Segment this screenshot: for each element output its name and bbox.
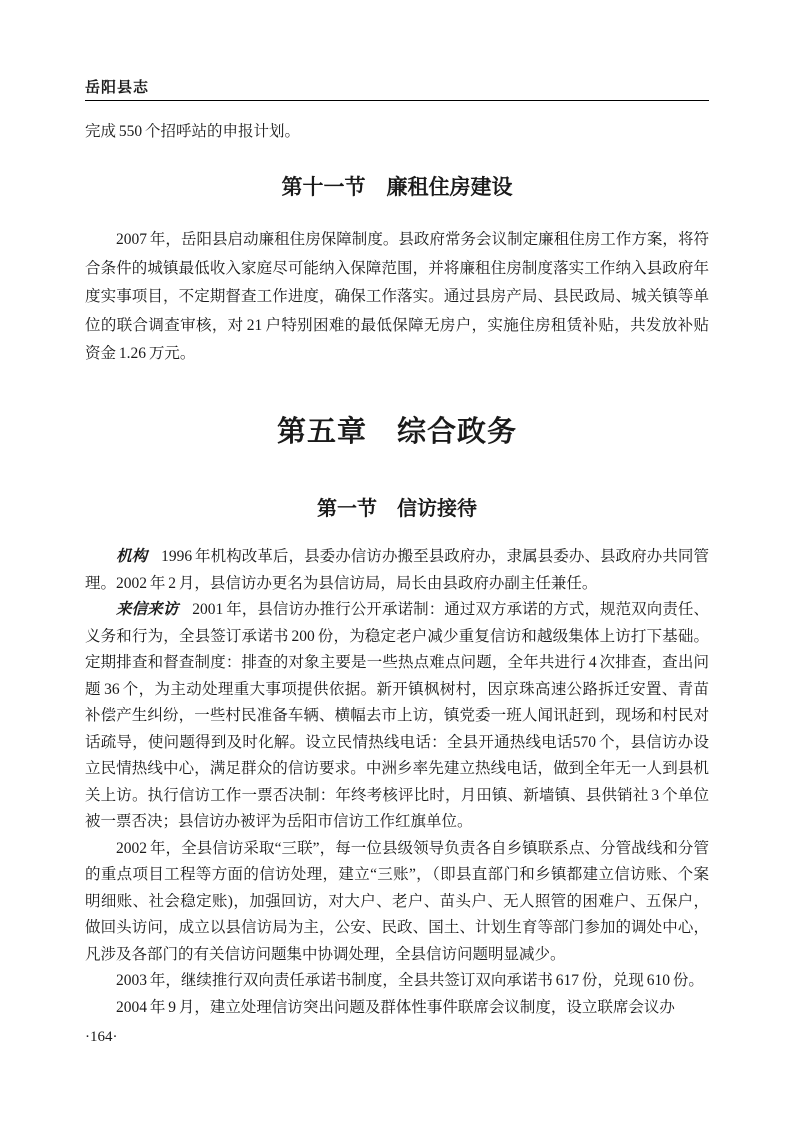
paragraph-text: 2004 年 9 月，建立处理信访突出问题及群体性事件联席会议制度，设立联席会议办 <box>116 998 675 1016</box>
section-11-title: 第十一节 廉租住房建设 <box>281 176 513 199</box>
header-rule <box>85 100 709 101</box>
running-header <box>85 76 709 97</box>
run-in-heading-organization: 机构 <box>116 548 148 565</box>
carryover-paragraph: 完成 550 个招呼站的申报计划。 <box>85 123 301 140</box>
run-in-heading-letters-visits: 来信来访 <box>116 601 179 618</box>
section-1-title: 第一节 信访接待 <box>317 498 477 520</box>
chapter-5-title: 第五章 综合政务 <box>276 416 517 448</box>
page-number: ·164· <box>85 1029 118 1045</box>
section-1-body <box>85 544 709 1021</box>
paragraph-2002 <box>85 836 709 969</box>
paragraph-2003 <box>85 968 709 995</box>
paragraph-letters-visits <box>85 597 709 836</box>
paragraph-organization <box>85 544 709 597</box>
section-11-paragraph: 2007 年，岳阳县启动廉租住房保障制度。县政府常务会议制定廉租住房工作方案，将符合条件的城镇最低收入家庭尽可能纳入保障范围，并将廉租住房制度落实工作纳入县政府年度实事项目，不定期督查工作进度，确保工作落实。通过县房产局、县民政局、城关镇等单位的联合调查审核，对 21 户特别困难的最低保障无房户，实施住房租赁补贴，共发放补贴资金 1.26 万元。 <box>85 231 709 362</box>
paragraph-2004 <box>85 995 709 1022</box>
paragraph-text: 1996 年机构改革后，县委办信访办搬至县政府办，隶属县委办、县政府办共同管理。2002 年 2 月，县信访办更名为县信访局，局长由县政府办副主任兼任。 <box>85 548 709 592</box>
book-title: 岳阳县志 <box>85 79 150 96</box>
paragraph-text: 2001 年，县信访办推行公开承诺制：通过双方承诺的方式，规范双向责任、义务和行为，全县签订承诺书 200 份，为稳定老户减少重复信访和越级集体上访打下基础。定期排查和督查制度：排查的对象主要是一些热点难点问题，全年共进行 4 次排查，查出问题 36 个，为主动处理重大事项提供依据。新开镇枫树村，因京珠高速公路拆迁安置、青苗补偿产生纠纷，一些村民准备车辆、横幅去市上访，镇党委一班人闻讯赶到，现场和村民对话疏导，使问题得到及时化解。设立民情热线电话：全县开通热线电话570 个，县信访办设立民情热线中心，满足群众的信访要求。中洲乡率先建立热线电话，做到全年无一人到县机关上访。执行信访工作一票否决制：年终考核评比时，月田镇、新墙镇、县供销社 3 个单位被一票否决；县信访办被评为岳阳市信访工作红旗单位。 <box>85 601 709 830</box>
paragraph-text: 2003 年，继续推行双向责任承诺书制度，全县共签订双向承诺书 617 份，兑现 610 份。 <box>116 972 704 989</box>
paragraph-text: 2002 年，全县信访采取“三联”，每一位县级领导负责各自乡镇联系点、分管战线和分管的重点项目工程等方面的信访处理，建立“三账”，（即县直部门和乡镇都建立信访账、个案明细账、社会稳定账)，加强回访，对大户、老户、苗头户、无人照管的困难户、五保户，做回头访问，成立以县信访局为主，公安、民政、国土、计划生育等部门参加的调处中心，凡涉及各部门的有关信访问题集中协调处理，全县信访问题明显减少。 <box>85 839 709 963</box>
